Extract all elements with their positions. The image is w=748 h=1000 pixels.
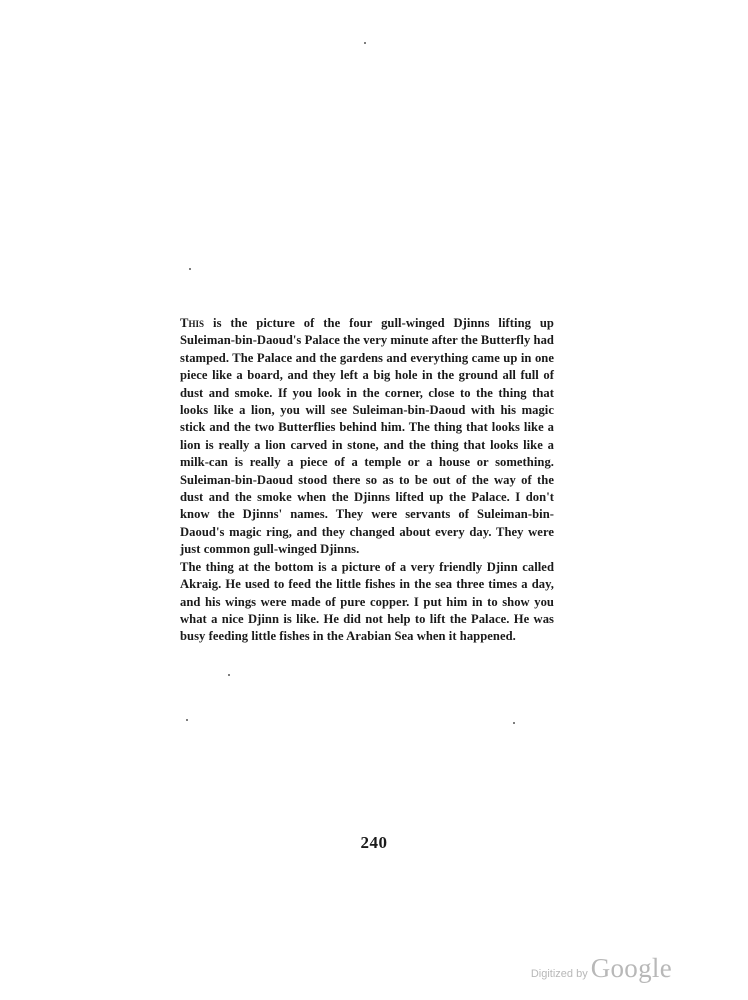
paragraph-body: The thing at the bottom is a picture of a very friendly Djinn called Akraig. He used to feed the little fishes in the sea three times a day, and his wings were made of pure copper. I put him in to show you what a nice Djinn is like. He did not help to lift the Palace. He was busy feeding little fishes in the Arabian Sea when it happened. [180,559,554,644]
paper-speck [228,674,230,676]
paper-speck [364,42,366,44]
paper-speck [189,268,191,270]
google-logo: Google [590,953,672,983]
page-number: 240 [360,833,388,852]
caption-paragraph [180,559,554,646]
watermark-prefix: Digitized by [530,968,588,980]
caption-text [180,315,554,646]
caption-paragraph [180,315,554,559]
paper-speck [513,722,515,724]
digitized-by-watermark [531,953,672,984]
lead-word: This [180,316,205,330]
paper-speck [186,719,188,721]
paragraph-body: is the picture of the four gull-winged Djinns lifting up Suleiman-bin-Daoud's Palace the very minute after the Butterfly had stamped. The Palace and the gardens and everything came up in one piece like a board, and they left a big hole in the ground all full of dust and smoke. If you look in the corner, close to the thing that looks like a lion, you will see Suleiman-bin-Daoud with his magic stick and the two Butterflies behind him. The thing that looks like a lion is really a lion carved in stone, and the thing that looks like a milk-can is really a piece of a temple or a house or something. Suleiman-bin-Daoud stood there so as to be out of the way of the dust and the smoke when the Djinns lifted up the Palace. I don't know the Djinns' names. They were servants of Suleiman-bin-Daoud's magic ring, and they changed about every day. They were just common gull-winged Djinns. [180,316,554,557]
